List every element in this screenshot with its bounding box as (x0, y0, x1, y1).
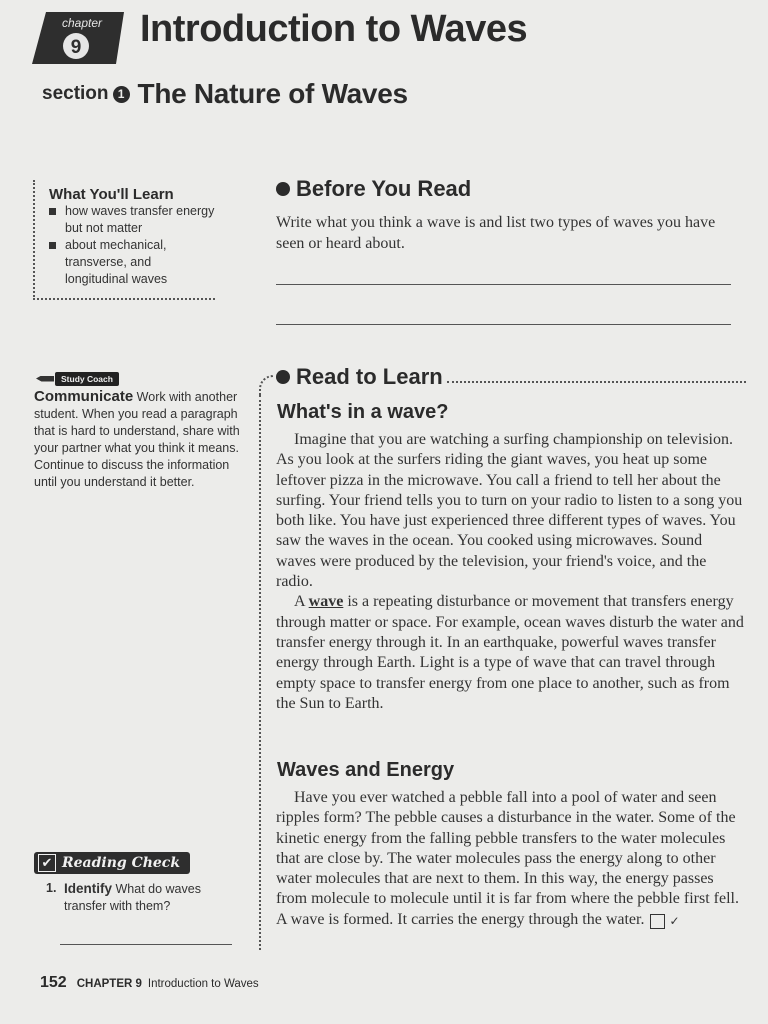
body-text (276, 430, 746, 714)
chapter-word: chapter (61, 16, 103, 30)
body-text (276, 788, 746, 930)
learn-item (49, 203, 215, 237)
tip-lead-word: Communicate (34, 388, 134, 405)
reading-check-label: Reading Check (62, 855, 181, 871)
square-bullet-icon (49, 242, 56, 249)
learn-heading: What You'll Learn (49, 186, 174, 203)
question-number: 1. (46, 881, 57, 895)
reading-check-mark-icon: ✓ (650, 914, 665, 929)
circle-bullet-icon (276, 182, 290, 196)
read-to-learn-heading (276, 364, 746, 390)
writing-line[interactable] (276, 284, 731, 285)
paragraph: Imagine that you are watching a surfing championship on television. As you look at the surfers riding the giant waves, you heat up some leftover pizza in the microwave. You call a friend to tell her about the surfing. Your friend tells you to turn on your radio to listen to a song you both like. You have just experienced three different types of waves. You saw the waves in the ocean. You cooked using microwaves. Sound waves were produced by the television, your friend's voice, and the radio. (276, 431, 743, 591)
paragraph (276, 592, 746, 714)
vocabulary-term: wave (308, 593, 344, 611)
paragraph-text: Have you ever watched a pebble fall into a pool of water and seen ripples form? The pebble causes a disturbance in the water. Some of the kinetic energy from the falling pebble transfers to the water molecules that are close by. The water molecules pass the energy along to other water molecules that are next to them. In this way, the energy passes from molecule to molecule until it is far from where the pebble first fell. A wave is formed. It carries the energy through the water. (276, 789, 739, 928)
learn-item (49, 237, 215, 288)
section-heading (42, 76, 408, 112)
what-youll-learn-box (33, 180, 215, 300)
footer-chapter-label: CHAPTER 9 (76, 978, 142, 990)
circle-bullet-icon (276, 370, 290, 384)
reading-check-banner (34, 852, 190, 874)
study-coach-tag (36, 371, 119, 386)
chapter-badge (32, 12, 124, 64)
square-bullet-icon (49, 208, 56, 215)
answer-line[interactable] (60, 944, 232, 945)
column-divider-curve (259, 375, 273, 395)
learn-item-text: about mechanical, transverse, and longitudinal waves (65, 238, 168, 286)
chapter-number: 9 (70, 37, 82, 58)
before-you-read-prompt: Write what you think a wave is and list two types of waves you have seen or heard about. (276, 214, 716, 252)
page-footer (40, 974, 259, 992)
writing-line[interactable] (276, 324, 731, 325)
question-verb: Identify (64, 881, 113, 896)
paragraph-rest: is a repeating disturbance or movement that transfers energy through matter or space. For example, ocean waves disturb the water and transfer energy through it. In an earthquake, powerful waves transfer energy through Earth. Light is a type of wave that can travel through empty space to transfer energy from one place to another, such as from the Sun to Earth. (276, 593, 744, 712)
study-coach-label: Study Coach (55, 372, 119, 386)
dotted-leader (447, 381, 746, 383)
section-title: The Nature of Waves (137, 78, 408, 109)
study-coach-tip (34, 388, 246, 491)
column-divider (259, 395, 261, 950)
paragraph-start: A (294, 593, 305, 611)
page-number: 152 (40, 974, 67, 991)
checkmark-icon: ✔ (38, 854, 56, 872)
reading-check-question (46, 880, 241, 915)
section-number-badge: 1 (113, 86, 130, 103)
paragraph (276, 788, 746, 930)
footer-chapter-title: Introduction to Waves (147, 978, 259, 990)
pencil-icon (36, 376, 54, 382)
read-to-learn-title: Read to Learn (296, 364, 443, 389)
before-you-read-heading (276, 176, 471, 202)
subsection-heading: Waves and Energy (277, 759, 455, 781)
section-word: section (42, 83, 109, 104)
question-text: What do waves transfer with them? (64, 882, 201, 913)
before-you-read-title: Before You Read (296, 176, 472, 201)
tip-text: Work with another student. When you read a paragraph that is hard to understand, share with your partner what you think it means. Continue to discuss the information until you understand it better. (34, 390, 240, 489)
subsection-heading: What's in a wave? (277, 401, 449, 423)
chapter-title: Introduction to Waves (140, 8, 528, 50)
learn-item-text: how waves transfer energy but not matter (65, 204, 215, 235)
